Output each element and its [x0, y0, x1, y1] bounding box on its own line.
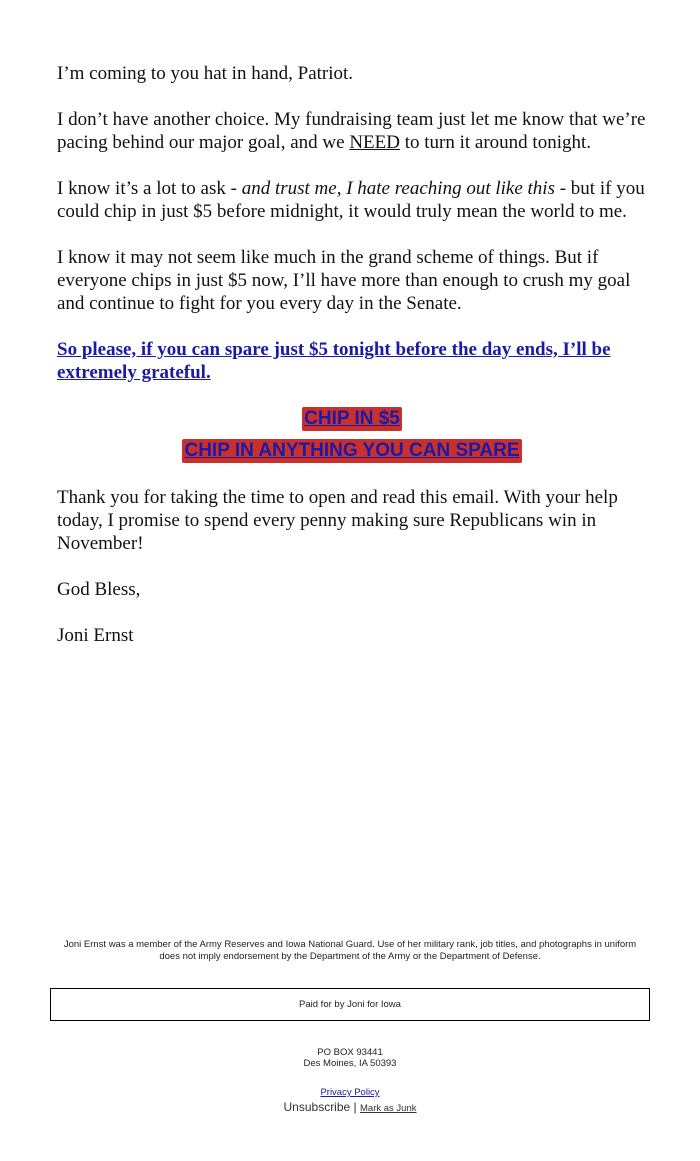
address-line-2: Des Moines, IA 50393	[303, 1058, 397, 1069]
unsubscribe-row	[0, 1100, 700, 1116]
paragraph-scheme: I know it may not seem like much in the grand scheme of things. But if everyone chips in just $5 now, I’ll have more than enough to crush my goal and continue to fight for you every day in the Senate.	[57, 247, 631, 314]
privacy-policy-link[interactable]: Privacy Policy	[320, 1087, 380, 1098]
paragraph-ask-italic: and trust me, I hate reaching out like this	[241, 178, 555, 199]
mark-as-junk-link[interactable]: Mark as Junk	[360, 1103, 417, 1114]
signature: Joni Ernst	[57, 625, 134, 646]
footer-links	[0, 1082, 700, 1116]
paragraph-pacing	[57, 108, 647, 154]
paragraph-ask-start: I know it’s a lot to ask -	[57, 178, 242, 199]
chip-in-anything-button[interactable]: CHIP IN ANYTHING YOU CAN SPARE	[184, 440, 520, 461]
paragraph-pacing-end: to turn it around tonight.	[399, 132, 592, 153]
military-disclaimer: Joni Ernst was a member of the Army Reserves and Iowa National Guard. Use of her military rank, job titles, and photographs in uniform does not imply endorsement by the Department of the Army or the Department of Defense.	[63, 939, 637, 962]
link-separator: |	[350, 1100, 360, 1114]
address-line-1: PO BOX 93441	[317, 1047, 383, 1058]
closing-line: God Bless,	[57, 579, 141, 600]
greeting-paragraph: I’m coming to you hat in hand, Patriot.	[57, 63, 354, 84]
email-footer	[0, 939, 700, 1114]
chip-in-5-button[interactable]: CHIP IN $5	[304, 408, 400, 429]
secondary-button-row	[57, 439, 647, 463]
need-emphasis: NEED	[349, 132, 400, 153]
unsubscribe-link[interactable]: Unsubscribe	[283, 1100, 351, 1114]
paragraph-ask	[57, 177, 647, 223]
cta-paragraph	[57, 338, 647, 384]
mailing-address	[0, 1047, 700, 1069]
paid-for-box: Paid for by Joni for Iowa	[50, 988, 650, 1021]
thanks-paragraph: Thank you for taking the time to open and read this email. With your help today, I promise to spend every penny making sure Republicans win in November!	[57, 487, 618, 554]
cta-link[interactable]: So please, if you can spare just $5 tonight before the day ends, I’ll be extremely grateful.	[57, 339, 611, 383]
paragraph-ask-end: - but if you could chip in just $5 before midnight, it would truly mean the world to me.	[57, 178, 645, 222]
primary-button-row	[57, 407, 647, 431]
paragraph-pacing-start: I don’t have another choice. My fundraising team just let me know that we’re pacing behind our major goal, and we	[57, 109, 646, 153]
email-content	[57, 62, 647, 670]
